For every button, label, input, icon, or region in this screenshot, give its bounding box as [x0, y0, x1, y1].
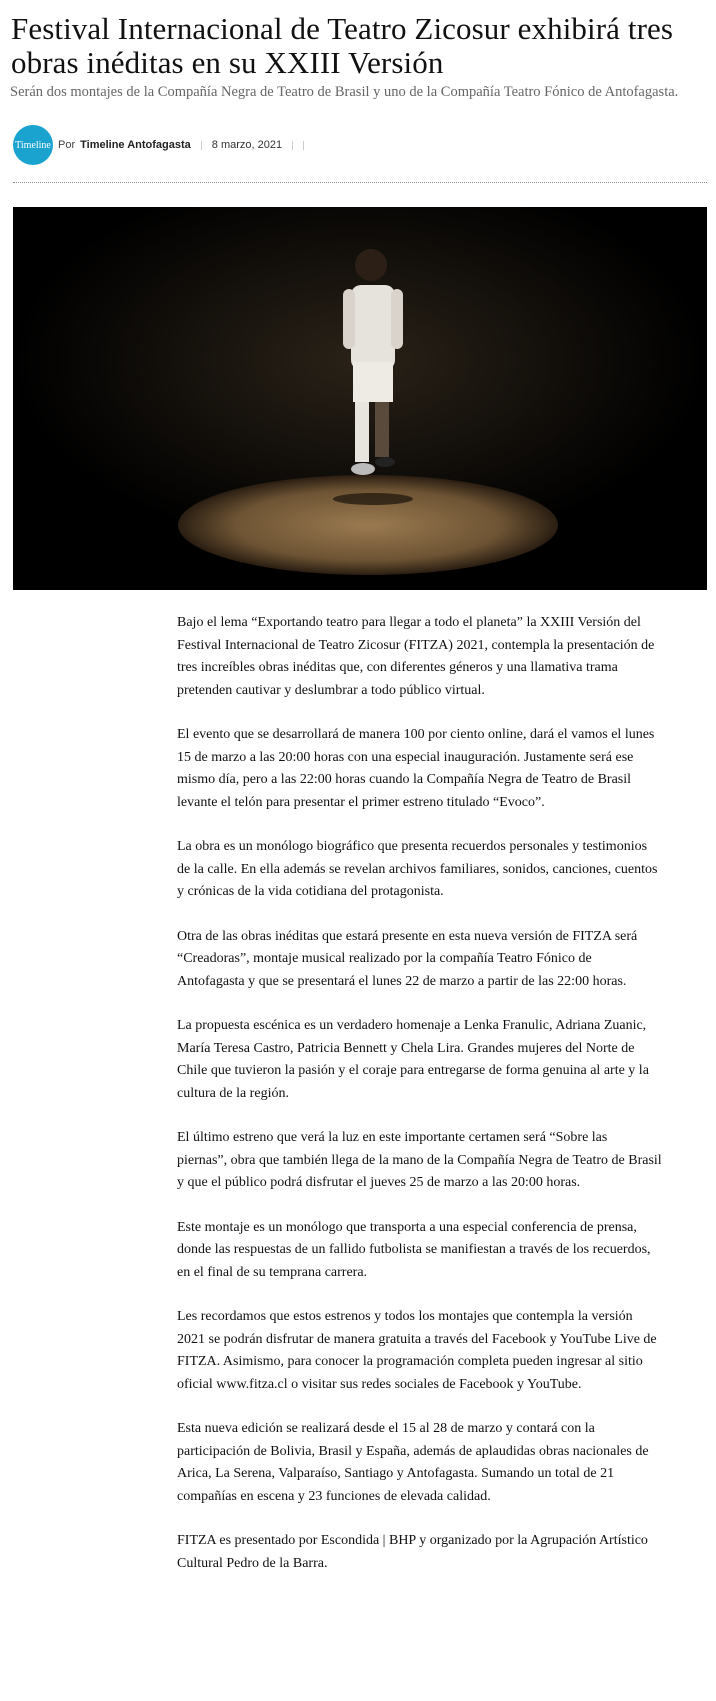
- article-paragraph: [177, 612, 697, 702]
- paragraph-line: Arica, La Serena, Valparaíso, Santiago y Antofagasta. Sumando un total de 21: [177, 1466, 615, 1481]
- article-title: Festival Internacional de Teatro Zicosur exhibirá tres obras inéditas en su XXIII Versión: [11, 11, 674, 80]
- paragraph-line: Antofagasta y que se presentará el lunes 22 de marzo a partir de las 22:00 horas.: [177, 973, 627, 989]
- stage-performer-photo: [13, 207, 707, 590]
- author-avatar[interactable]: [13, 125, 53, 165]
- paragraph-line: Les recordamos que estos estrenos y todos los montajes que contempla la versión: [177, 1309, 633, 1324]
- paragraph-line: compañías en escena y 23 funciones de elevada calidad.: [177, 1488, 491, 1504]
- divider: [201, 141, 202, 150]
- paragraph-line: de la calle. En ella además se revelan archivos familiares, sonidos, canciones, cuentos: [177, 861, 658, 877]
- paragraph-line: Otra de las obras inéditas que estará presente en esta nueva versión de FITZA será: [177, 928, 638, 944]
- paragraph-line: tres increíbles obras inéditas que, con diferentes géneros y una llamativa trama: [177, 660, 618, 675]
- article-paragraph: [177, 1418, 697, 1508]
- article-body: [177, 612, 697, 1597]
- paragraph-line: Chile que tuvieron la pasión y el coraje para entregarse de forma genuina al arte y la: [177, 1063, 649, 1078]
- divider: [303, 141, 304, 150]
- paragraph-line: Este montaje es un monólogo que transporta a una especial conferencia de prensa,: [177, 1219, 637, 1235]
- paragraph-line: oficial www.fitza.cl o visitar sus redes sociales de Facebook y YouTube.: [177, 1376, 582, 1392]
- paragraph-line: levante el telón para presentar el primer estreno titulado “Evoco”.: [177, 794, 545, 810]
- article-paragraph: [177, 724, 697, 814]
- paragraph-line: pretenden cautivar y deslumbrar a todo público virtual.: [177, 682, 485, 698]
- article-paragraph: [177, 1127, 697, 1195]
- header-divider: [13, 182, 707, 183]
- paragraph-line: piernas”, obra que también llega de la mano de la Compañía Negra de Teatro de Brasil: [177, 1152, 662, 1168]
- paragraph-line: mismo día, pero a las 22:00 horas cuando la Compañía Negra de Teatro de Brasil: [177, 772, 632, 787]
- paragraph-line: Esta nueva edición se realizará desde el 15 al 28 de marzo y contará con la: [177, 1421, 595, 1436]
- article-paragraph: [177, 836, 697, 904]
- paragraph-line: cultura de la región.: [177, 1085, 289, 1101]
- article-paragraph: [177, 1015, 697, 1105]
- byline: [13, 125, 314, 165]
- paragraph-line: El último estreno que verá la luz en este importante certamen será “Sobre las: [177, 1130, 608, 1145]
- article-subtitle: Serán dos montajes de la Compañía Negra de Teatro de Brasil y uno de la Compañía Teatro Fónico de Antofagasta.: [10, 84, 679, 100]
- paragraph-line: María Teresa Castro, Patricia Bennett y Chela Lira. Grandes mujeres del Norte de: [177, 1040, 635, 1056]
- paragraph-line: Cultural Pedro de la Barra.: [177, 1555, 328, 1571]
- paragraph-line: “Creadoras”, montaje musical realizado por la compañía Teatro Fónico de: [177, 951, 592, 966]
- publish-date: 8 marzo, 2021: [211, 139, 283, 151]
- article-paragraph: [177, 1217, 697, 1285]
- article-paragraph: [177, 926, 697, 994]
- author-link[interactable]: Timeline Antofagasta: [80, 139, 191, 151]
- article-paragraph: [177, 1530, 697, 1575]
- paragraph-line: 15 de marzo a las 20:00 horas con una especial inauguración. Justamente será ese: [177, 749, 634, 765]
- paragraph-line: donde las respuestas de un fallido futbolista se manifiestan a través de los recuerdos,: [177, 1242, 651, 1257]
- paragraph-line: y crónicas de la vida cotidiana del protagonista.: [177, 884, 444, 899]
- paragraph-line: La propuesta escénica es un verdadero homenaje a Lenka Franulic, Adriana Zuanic,: [177, 1018, 647, 1033]
- by-label: Por: [58, 139, 76, 151]
- paragraph-line: participación de Bolivia, Brasil y España, además de aplaudidas obras nacionales de: [177, 1443, 649, 1459]
- avatar-logo-text: Timeline: [15, 139, 51, 151]
- paragraph-line: FITZA. Asimismo, para conocer la programación completa pueden ingresar al sitio: [177, 1354, 643, 1369]
- paragraph-line: en el final de su temprana carrera.: [177, 1264, 368, 1280]
- divider: [292, 141, 293, 150]
- paragraph-line: FITZA es presentado por Escondida | BHP y organizado por la Agrupación Artístico: [177, 1533, 648, 1548]
- hero-image: [13, 207, 707, 590]
- paragraph-line: 2021 se podrán disfrutar de manera gratuita a través del Facebook y YouTube Live de: [177, 1331, 657, 1347]
- paragraph-line: La obra es un monólogo biográfico que presenta recuerdos personales y testimonios: [177, 839, 648, 854]
- article-paragraph: [177, 1306, 697, 1396]
- paragraph-line: Festival Internacional de Teatro Zicosur (FITZA) 2021, contempla la presentación de: [177, 637, 655, 653]
- paragraph-line: Bajo el lema “Exportando teatro para llegar a todo el planeta” la XXIII Versión del: [177, 615, 641, 630]
- paragraph-line: y que el público podrá disfrutar el jueves 25 de marzo a las 20:00 horas.: [177, 1175, 581, 1190]
- paragraph-line: El evento que se desarrollará de manera 100 por ciento online, dará el vamos el lunes: [177, 727, 655, 742]
